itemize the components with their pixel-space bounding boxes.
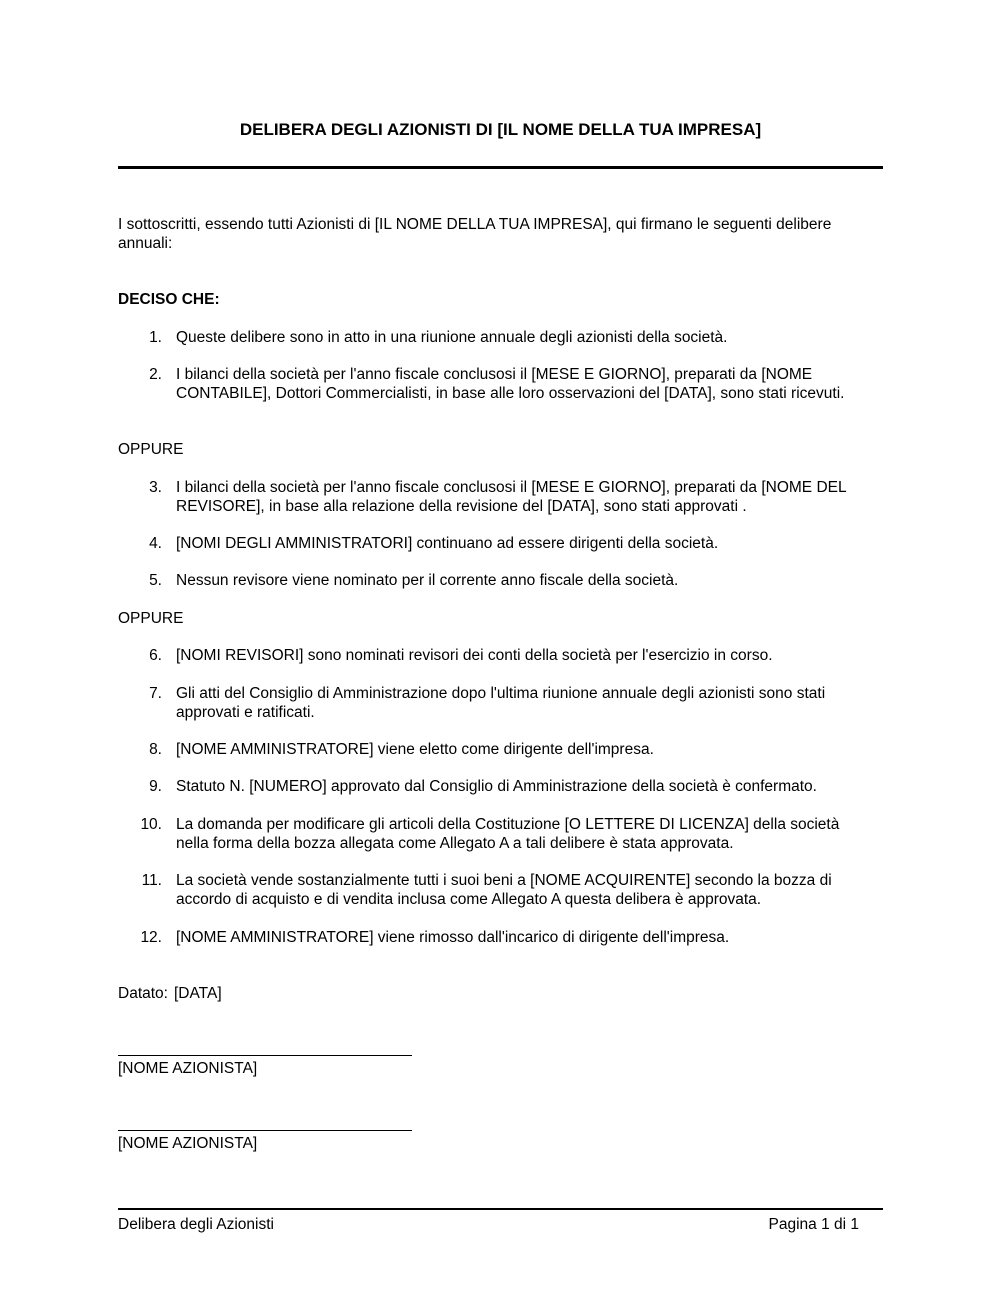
or-label: OPPURE bbox=[118, 610, 184, 627]
item-number: 1. bbox=[149, 329, 162, 346]
item-text: [NOME AMMINISTRATORE] viene eletto come dirigente dell'impresa. bbox=[176, 741, 654, 758]
footer-page-number: Pagina 1 di 1 bbox=[768, 1216, 859, 1233]
item-text: I bilanci della società per l'anno fiscale conclusosi il [MESE E GIORNO], preparati da [NOME CONTABILE], Dottori Commercialisti, in base alle loro osservazioni del [DATA], sono stati ricevuti. bbox=[176, 366, 845, 402]
item-text: La società vende sostanzialmente tutti i suoi beni a [NOME ACQUIRENTE] secondo la bozza di accordo di acquisto e di vendita inclusa come Allegato A questa delibera è approvata. bbox=[176, 872, 832, 908]
dated-label: Datato: bbox=[118, 985, 168, 1002]
signature-line bbox=[118, 1055, 412, 1056]
signature-name: [NOME AZIONISTA] bbox=[118, 1060, 258, 1077]
document-page bbox=[118, 0, 883, 1290]
or-label: OPPURE bbox=[118, 441, 184, 458]
item-number: 9. bbox=[149, 778, 162, 795]
item-text: Queste delibere sono in atto in una riunione annuale degli azionisti della società. bbox=[176, 329, 728, 346]
item-text: La domanda per modificare gli articoli della Costituzione [O LETTERE DI LICENZA] della società nella forma della bozza allegata come Allegato A a tali delibere è stata approvata. bbox=[176, 816, 840, 852]
signature-line bbox=[118, 1130, 412, 1131]
document-title: DELIBERA DEGLI AZIONISTI DI [IL NOME DELLA TUA IMPRESA] bbox=[239, 120, 762, 139]
dated-line bbox=[118, 984, 222, 1003]
item-number: 5. bbox=[149, 572, 162, 589]
item-number: 4. bbox=[149, 535, 162, 552]
item-number: 10. bbox=[140, 816, 162, 833]
item-number: 2. bbox=[149, 366, 162, 383]
item-number: 8. bbox=[149, 741, 162, 758]
item-number: 11. bbox=[141, 872, 162, 889]
item-number: 3. bbox=[149, 479, 162, 496]
intro-paragraph: I sottoscritti, essendo tutti Azionisti di [IL NOME DELLA TUA IMPRESA], qui firmano le seguenti delibere annuali: bbox=[118, 216, 832, 252]
item-text: [NOMI DEGLI AMMINISTRATORI] continuano ad essere dirigenti della società. bbox=[176, 535, 719, 552]
item-text: I bilanci della società per l'anno fiscale conclusosi il [MESE E GIORNO], preparati da [NOME DEL REVISORE], in base alla relazione della revisione del [DATA], sono stati approvati . bbox=[176, 479, 847, 515]
title-divider bbox=[118, 166, 883, 169]
item-text: [NOME AMMINISTRATORE] viene rimosso dall'incarico di dirigente dell'impresa. bbox=[176, 929, 730, 946]
item-text: Nessun revisore viene nominato per il corrente anno fiscale della società. bbox=[176, 572, 679, 589]
item-number: 12. bbox=[140, 929, 162, 946]
item-text: [NOMI REVISORI] sono nominati revisori dei conti della società per l'esercizio in corso. bbox=[176, 647, 773, 664]
item-text: Statuto N. [NUMERO] approvato dal Consiglio di Amministrazione della società è confermato. bbox=[176, 778, 817, 795]
section-heading: DECISO CHE: bbox=[118, 291, 220, 308]
footer-divider bbox=[118, 1208, 883, 1210]
signature-name: [NOME AZIONISTA] bbox=[118, 1135, 258, 1152]
item-text: Gli atti del Consiglio di Amministrazione dopo l'ultima riunione annuale degli azionisti sono stati approvati e ratificati. bbox=[176, 685, 826, 721]
item-number: 6. bbox=[149, 647, 162, 664]
item-number: 7. bbox=[149, 685, 162, 702]
footer-document-name: Delibera degli Azionisti bbox=[118, 1216, 274, 1233]
dated-value: [DATA] bbox=[173, 985, 222, 1002]
